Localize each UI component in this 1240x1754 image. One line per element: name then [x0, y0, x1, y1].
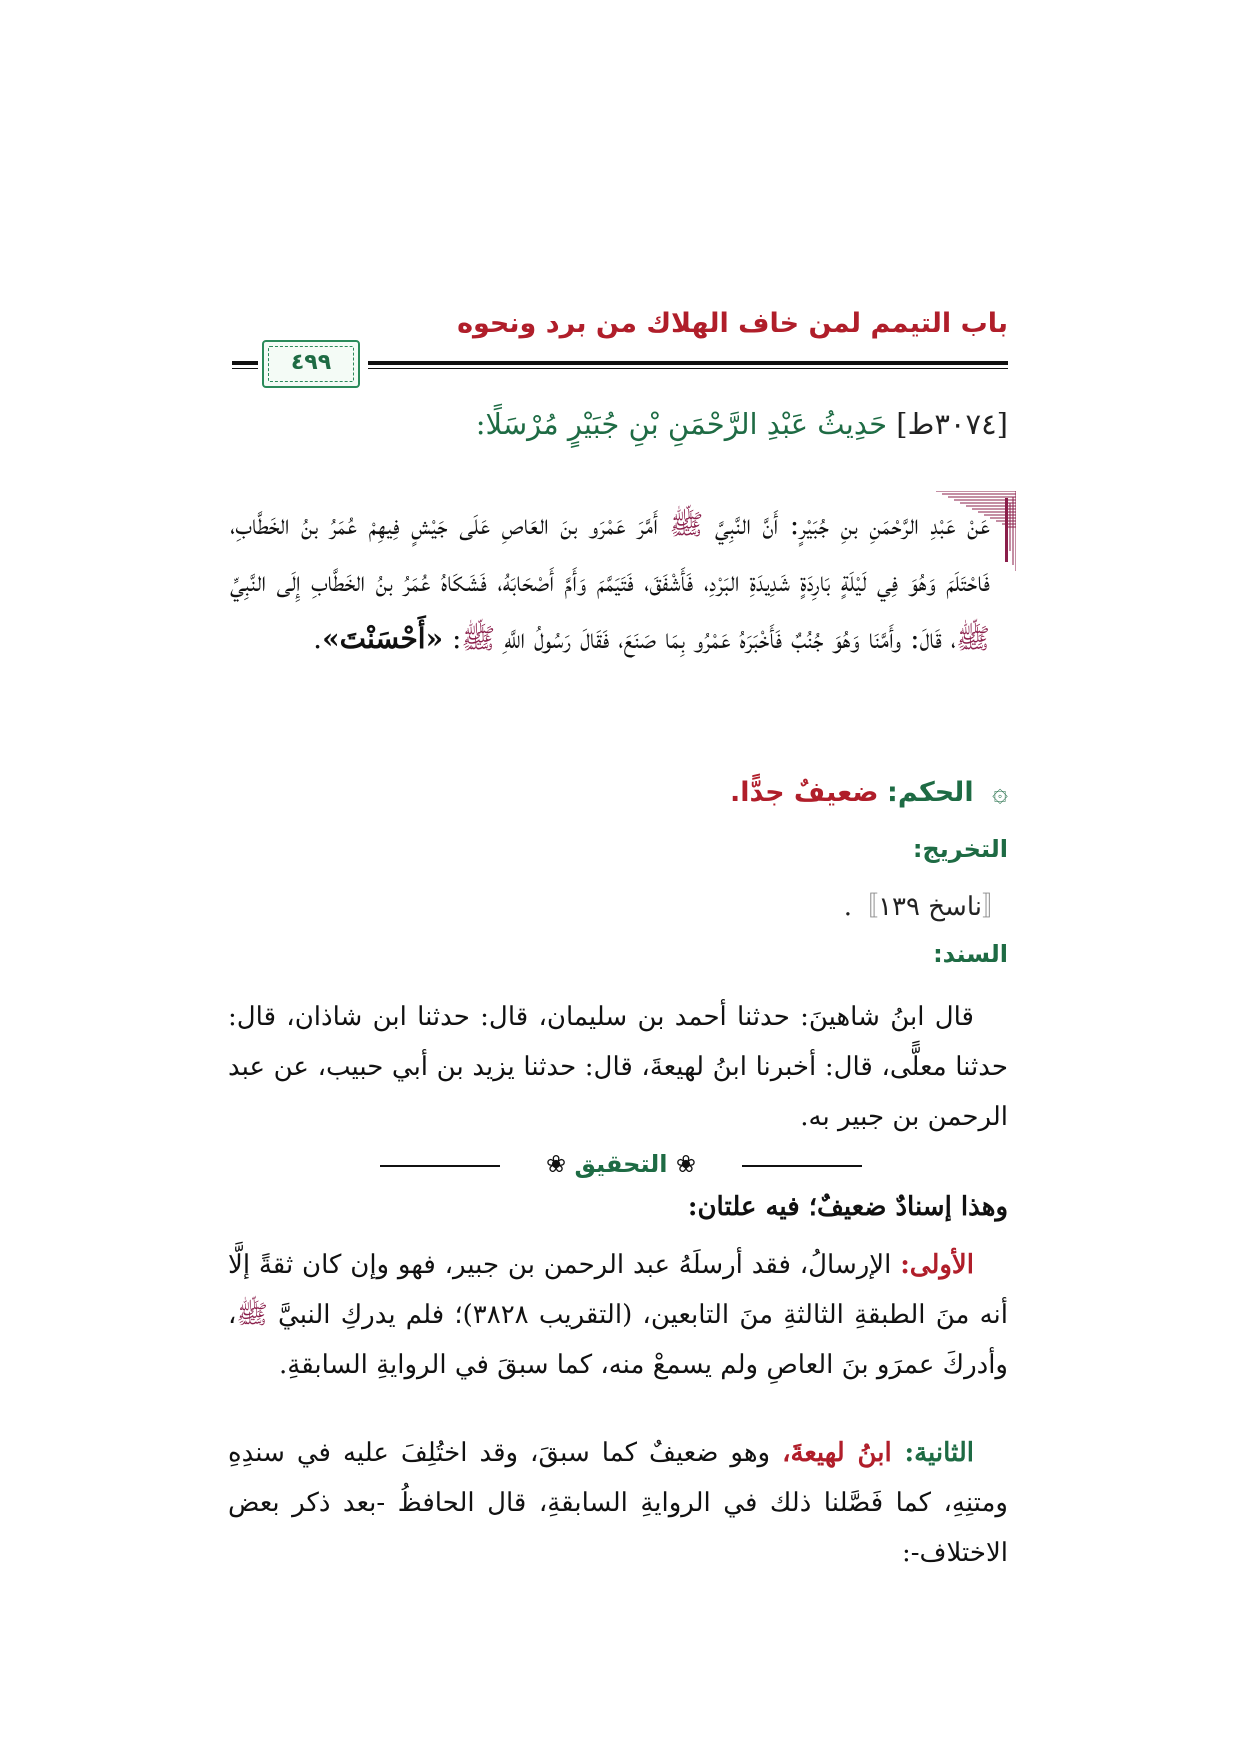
- sanad-label: السند:: [933, 940, 1008, 968]
- page-number: ٤٩٩: [290, 350, 332, 375]
- hadith-title: حَدِيثُ عَبْدِ الرَّحْمَنِ بْنِ جُبَيْرٍ مُرْسَلًا:: [475, 407, 887, 441]
- verdict-bullet-icon: ۞: [992, 777, 1008, 808]
- matn-quote: «أَحْسَنْتَ»: [322, 622, 444, 655]
- salla-symbol: ﷺ: [669, 508, 704, 541]
- matn-end: .: [313, 622, 323, 655]
- section-divider: [380, 1150, 862, 1180]
- takhrij-label: التخريج:: [912, 835, 1008, 863]
- matn-part-3: ، قَالَ: وأَمَّنَا وَهُوَ جُنُبٌ فَأَخْبَرَهُ عَمْرُو بِمَا صَنَعَ، فَقَالَ رَسُولُ اللَّهِ: [495, 622, 957, 655]
- takhrij-reference: [844, 886, 1008, 923]
- matn-part-4: :: [443, 622, 462, 655]
- salla-symbol: ﷺ: [461, 622, 496, 655]
- verdict-value: ضعيفٌ جدًّا.: [729, 777, 879, 808]
- takhrij-text: ناسخ ١٣٩: [878, 892, 982, 922]
- hadith-matn: [230, 496, 990, 667]
- verdict-label: الحكم:: [887, 777, 974, 808]
- header-rule: [368, 361, 1008, 369]
- matn-part-1: عَنْ عَبْدِ الرَّحْمَنِ بنِ جُبَيْرٍ: أَنَّ النَّبِيَّ: [703, 508, 991, 541]
- takhrij-bracket-close: 〛: [852, 892, 879, 922]
- ornament-right-icon: ❀: [675, 1150, 696, 1178]
- matn-side-rule: [1005, 498, 1008, 562]
- sanad-text: قال ابنُ شاهينَ: حدثنا أحمد بن سليمان، قال: حدثنا ابن شاذان، قال: حدثنا معلًّى، قال: أخبرنا ابنُ لهيعةَ، قال: حدثنا يزيد بن أبي حبيب، عن عبد الرحمن بن جبير به.: [228, 1002, 1008, 1132]
- tahqiq-lead: وهذا إسنادٌ ضعيفٌ؛ فيه علتان:: [687, 1192, 1008, 1222]
- matn-part-2: أَمَّرَ عَمْرَو بنَ العَاصِ عَلَى جَيْشٍ فِيهِمْ عُمَرُ بنُ الخَطَّابِ، فَاحْتَلَمَ وَهُوَ فِي لَيْلَةٍ بَارِدَةٍ شَدِيدَةِ البَرْدِ، فَأَشْفَقَ، فَتَيَمَّمَ وَأَمَّ أَصْحَابَهُ، فَشَكَاهُ عُمَرُ بنُ الخَطَّابِ إِلَى النَّبِيِّ: [230, 508, 990, 598]
- tahqiq-title: التحقيق: [574, 1150, 668, 1178]
- salla-symbol: ﷺ: [956, 622, 990, 655]
- first-illness-lead: الأولى:: [900, 1250, 974, 1280]
- takhrij-end: .: [843, 892, 853, 922]
- first-illness-text-1: الإرسالُ، فقد أرسلَهُ عبد الرحمن بن جبير، فهو وإن كان ثقةً إلَّا أنه منَ الطبقةِ الثالثةِ منَ التابعين، (التقريب ٣٨٢٨)؛ فلم يدركِ النبيَّ: [228, 1250, 1009, 1330]
- second-illness-text: وهو ضعيفٌ كما سبقَ، وقد اختُلِفَ عليه في سندِهِ ومتنِهِ، كما فَصَّلنا ذلك في الروايةِ السابقةِ، قال الحافظُ -بعد ذكر بعض الاختلاف-:: [228, 1438, 1008, 1568]
- first-illness-text-2: ، وأدركَ عمرَو بنَ العاصِ ولم يسمعْ منه، كما سبقَ في الروايةِ السابقةِ.: [228, 1300, 1008, 1380]
- second-illness-paragraph: [228, 1428, 1008, 1578]
- tahqiq-heading: [380, 1150, 862, 1178]
- verdict: [228, 774, 1008, 812]
- page-number-frame: [262, 340, 360, 388]
- second-illness-lead: الثانية:: [904, 1438, 975, 1468]
- first-illness-paragraph: [228, 1240, 1008, 1390]
- header-rule-left: [232, 361, 258, 369]
- running-title: باب التيمم لمن خاف الهلاك من برد ونحوه: [457, 308, 1008, 339]
- salla-symbol: ﷺ: [236, 1300, 268, 1330]
- takhrij-bracket-open: 〚: [981, 892, 1008, 922]
- hadith-heading: [228, 404, 1008, 445]
- second-illness-name: ابنُ لهيعةَ،: [782, 1438, 905, 1468]
- hadith-number: [٣٠٧٤ط]: [896, 407, 1008, 441]
- ornament-left-icon: ❀: [546, 1150, 567, 1178]
